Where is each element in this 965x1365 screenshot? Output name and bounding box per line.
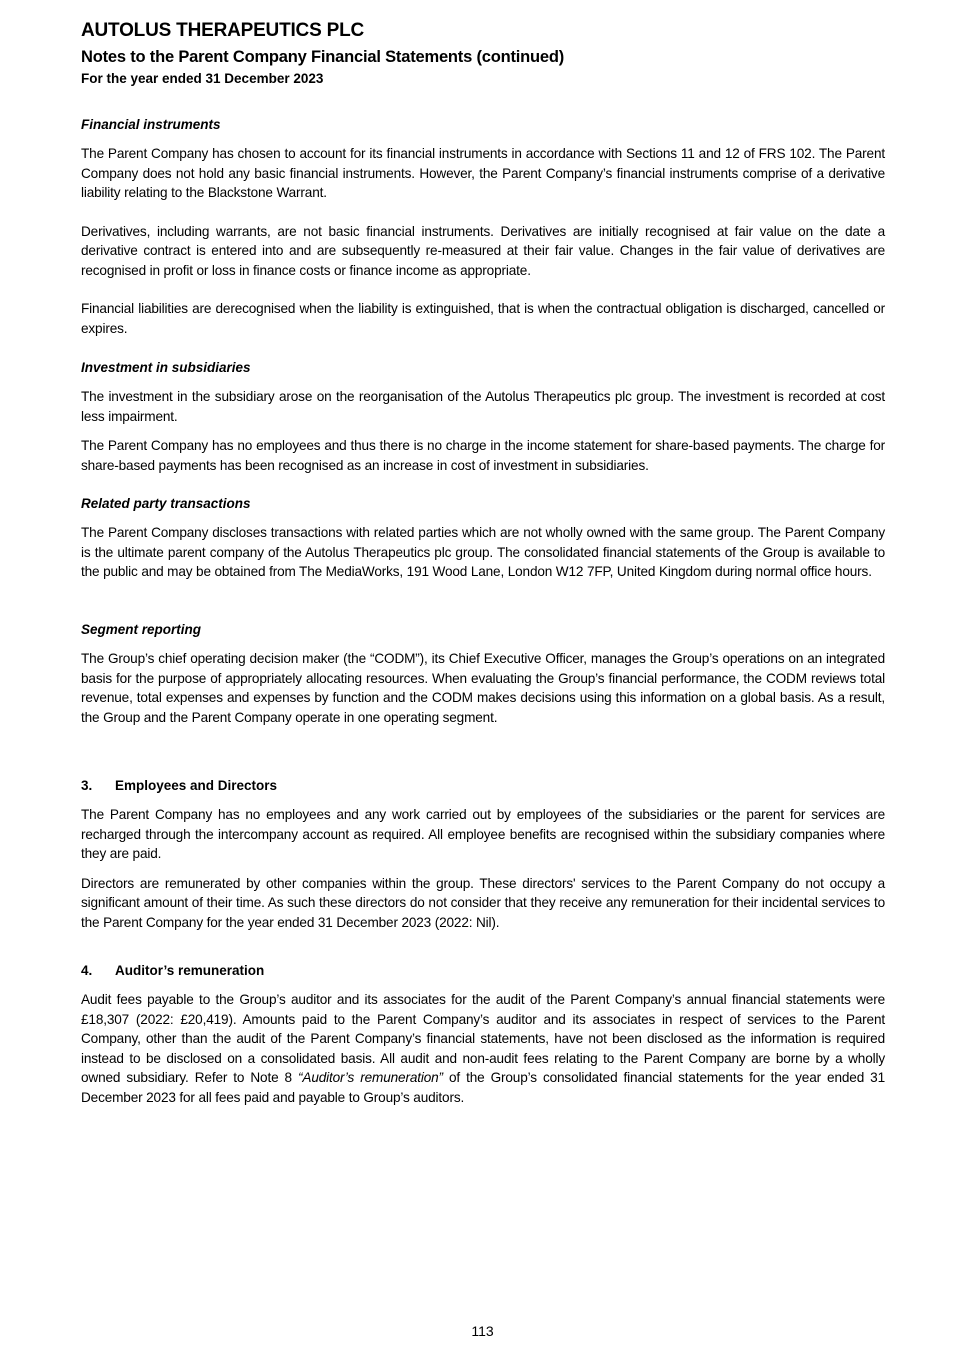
- paragraph: The Parent Company has chosen to account for its financial instruments in accordance with Sections 11 and 12 of FRS 102. The Parent Company does not hold any basic financial instruments. However, the Parent Company’s financial instruments comprise of a derivative liability relating to the Blackstone Warrant.: [81, 146, 885, 200]
- section-heading: Investment in subsidiaries: [81, 360, 251, 375]
- text-run: Audit fees payable to the Group’s auditor and its associates for the audit of the Parent Company’s annual financial statements were £18,307 (2022: £20,419). Amounts paid to the Parent Company’s auditor and its associates in respect of services to the Parent Company, other than the audit of the Parent Company’s financial statements, have not been disclosed as the information is required instead to be disclosed on a consolidated basis. All audit and non-audit fees relating to the Parent Company are borne by a wholly owned subsidiary. Refer to Note 8: [81, 992, 885, 1085]
- section-heading: [81, 776, 885, 795]
- section-heading: Financial instruments: [81, 117, 221, 132]
- paragraph: The Parent Company discloses transactions with related parties which are not wholly owned with the same group. The Parent Company is the ultimate parent company of the Autolus Therapeutics plc group. The consolidated financial statements of the Group is available to the public and may be obtained from The MediaWorks, 191 Wood Lane, London W12 7FP, United Kingdom during normal office hours.: [81, 525, 885, 579]
- paragraph: Derivatives, including warrants, are not basic financial instruments. Derivatives are initially recognised at fair value on the date a derivative contract is entered into and are subsequently re-measured at their fair value. Changes in the fair value of derivatives are recognised in profit or loss in finance costs or finance income as appropriate.: [81, 223, 885, 278]
- section-title: Employees and Directors: [115, 778, 278, 793]
- section-heading: [81, 961, 885, 980]
- paragraph: The Parent Company has no employees and thus there is no charge in the income statement for share-based payments. The charge for share-based payments has been recognised as an increase in cost of investment in subsidiaries.: [81, 438, 885, 473]
- section-related-party-transactions: [81, 494, 885, 582]
- paragraph: [81, 990, 885, 1107]
- paragraph: The Group’s chief operating decision maker (the “CODM”), its Chief Executive Officer, manages the Group’s operations on an integrated basis for the purpose of appropriately allocating resources. When evaluating the Group’s financial performance, the CODM reviews total revenue, total expenses and expenses by function and the CODM makes decisions using this information on a global basis. As a result, the Group and the Parent Company operate in one operating segment.: [81, 651, 885, 725]
- note-reference: “Auditor’s remuneration”: [298, 1070, 443, 1085]
- page-number: 113: [471, 1323, 494, 1339]
- section-heading: Segment reporting: [81, 622, 202, 637]
- reporting-period: For the year ended 31 December 2023: [81, 71, 324, 86]
- section-heading: Related party transactions: [81, 496, 251, 511]
- section-investment-in-subsidiaries: [81, 358, 885, 475]
- page-title: Notes to the Parent Company Financial Statements (continued): [81, 48, 565, 66]
- section-title: Auditor’s remuneration: [115, 963, 265, 978]
- text-run: of the Group’s consolidated financial statements for the year ended 31 December 2023 for all fees paid and payable to Group’s auditors.: [81, 1070, 885, 1105]
- section-number: 3.: [81, 778, 93, 793]
- section-financial-instruments: [81, 115, 885, 338]
- company-name: AUTOLUS THERAPEUTICS PLC: [81, 20, 365, 41]
- section-auditors-remuneration: [81, 961, 885, 1107]
- section-employees-and-directors: [81, 776, 885, 932]
- paragraph: Financial liabilities are derecognised when the liability is extinguished, that is when the contractual obligation is discharged, cancelled or expires.: [81, 301, 885, 336]
- section-number: 4.: [81, 963, 93, 978]
- paragraph: Directors are remunerated by other companies within the group. These directors' services to the Parent Company do not occupy a significant amount of their time. As such these directors do not consider that they receive any remuneration for their incidental services to the Parent Company for the year ended 31 December 2023 (2022: Nil).: [81, 875, 885, 930]
- paragraph: The Parent Company has no employees and any work carried out by employees of the subsidiaries or the parent for services are recharged through the intercompany account as required. All employee benefits are recognised within the subsidiary companies where they are paid.: [81, 807, 885, 861]
- section-segment-reporting: [81, 620, 885, 727]
- paragraph: The investment in the subsidiary arose on the reorganisation of the Autolus Therapeutics plc group. The investment is recorded at cost less impairment.: [81, 389, 885, 424]
